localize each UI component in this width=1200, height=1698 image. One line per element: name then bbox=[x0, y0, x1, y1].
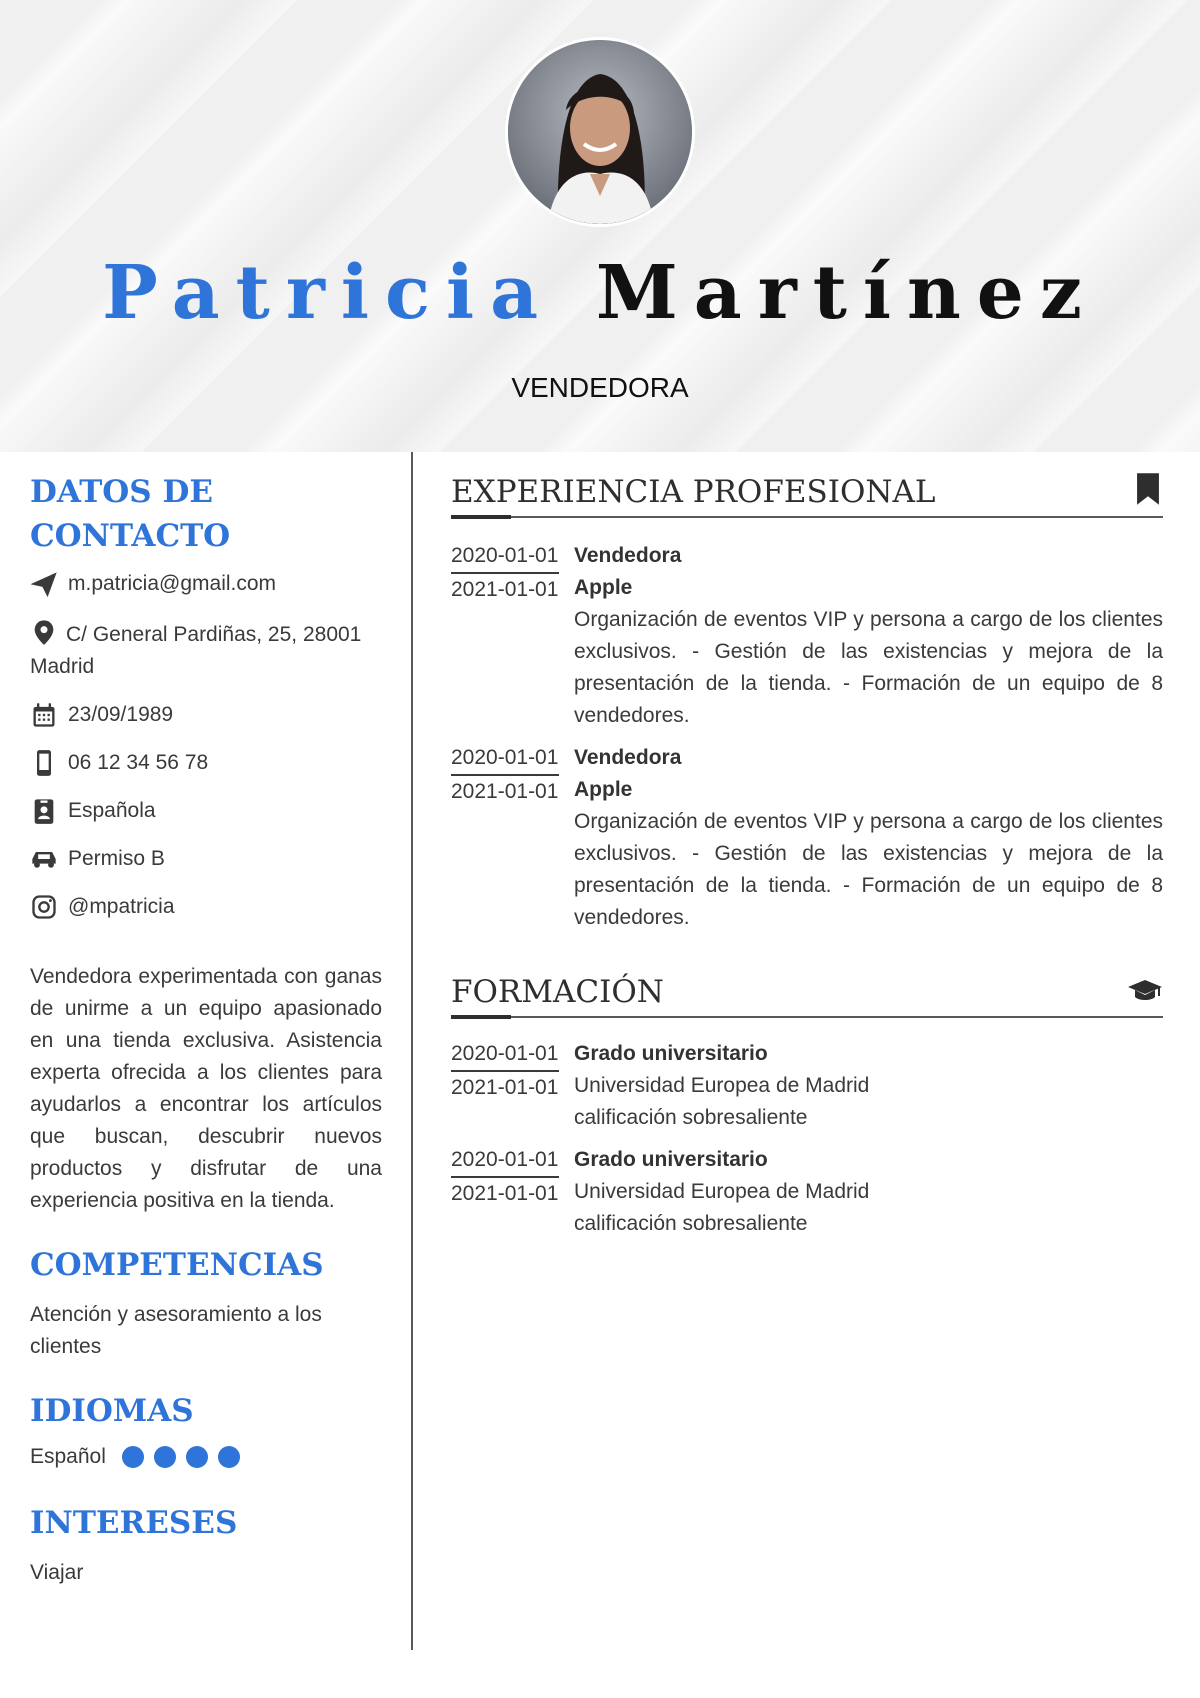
company: Apple bbox=[574, 576, 633, 599]
car-icon bbox=[30, 845, 58, 873]
contact-title: DATOS DE CONTACTO bbox=[30, 474, 231, 554]
phone-text: 06 12 34 56 78 bbox=[68, 751, 209, 774]
level-dot bbox=[122, 1446, 144, 1468]
address-text: C/ General Pardiñas, 25, 28001 Madrid bbox=[30, 616, 382, 683]
email-text: m.patricia@gmail.com bbox=[68, 572, 277, 595]
position: Vendedora bbox=[574, 746, 682, 769]
language-level bbox=[122, 1446, 240, 1468]
level-dot bbox=[218, 1446, 240, 1468]
interests-title: INTERESES bbox=[30, 1505, 238, 1541]
grade: calificación sobresaliente bbox=[574, 1212, 808, 1235]
first-name: Patricia bbox=[102, 250, 555, 336]
end-date: 2021-01-01 bbox=[451, 1182, 559, 1205]
company: Apple bbox=[574, 778, 633, 801]
full-name bbox=[0, 248, 1200, 338]
job-title: VENDEDORA bbox=[511, 372, 689, 403]
entry-body bbox=[574, 742, 1163, 934]
language-name: Español bbox=[30, 1445, 106, 1468]
contact-address bbox=[30, 616, 382, 683]
degree: Grado universitario bbox=[574, 1148, 768, 1171]
calendar-icon bbox=[30, 701, 58, 729]
start-date: 2020-01-01 bbox=[451, 1144, 559, 1178]
contact-birthdate bbox=[30, 699, 382, 731]
nationality-text: Española bbox=[68, 799, 156, 822]
education-header bbox=[451, 954, 1163, 1018]
experience-title: EXPERIENCIA PROFESIONAL bbox=[451, 474, 936, 510]
entry-body bbox=[574, 1144, 1163, 1240]
language-item bbox=[30, 1441, 382, 1473]
contact-license bbox=[30, 843, 382, 875]
education-entry bbox=[451, 1144, 1163, 1240]
end-date: 2021-01-01 bbox=[451, 780, 559, 803]
birthdate-text: 23/09/1989 bbox=[68, 703, 174, 726]
experience-entry bbox=[451, 742, 1163, 934]
skill-item: Atención y asesoramiento a los clientes bbox=[30, 1303, 322, 1358]
entry-body bbox=[574, 1038, 1163, 1134]
contact-phone[interactable] bbox=[30, 747, 382, 779]
profile-photo bbox=[508, 40, 692, 224]
description: Organización de eventos VIP y persona a cargo de los clientes exclusivos. - Gestión de las existencias y mejora de la presentación de la tienda. - Formación de un equipo de 8 vendedores. bbox=[574, 810, 1163, 929]
start-date: 2020-01-01 bbox=[451, 1038, 559, 1072]
start-date: 2020-01-01 bbox=[451, 742, 559, 776]
location-pin-icon bbox=[30, 618, 58, 646]
contact-email[interactable] bbox=[30, 568, 382, 600]
contact-instagram[interactable] bbox=[30, 891, 382, 923]
education-title: FORMACIÓN bbox=[451, 974, 664, 1010]
right-column bbox=[451, 470, 1163, 1240]
level-dot bbox=[154, 1446, 176, 1468]
skills-title: COMPETENCIAS bbox=[30, 1247, 324, 1283]
entry-dates bbox=[451, 540, 563, 732]
header-accent-bar bbox=[451, 515, 511, 519]
school: Universidad Europea de Madrid bbox=[574, 1074, 870, 1097]
education-entry bbox=[451, 1038, 1163, 1134]
last-name: Martínez bbox=[595, 250, 1098, 336]
instagram-text: @mpatricia bbox=[68, 895, 175, 918]
description: Organización de eventos VIP y persona a cargo de los clientes exclusivos. - Gestión de las existencias y mejora de la presentación de la tienda. - Formación de un equipo de 8 vendedores. bbox=[574, 608, 1163, 727]
column-divider bbox=[411, 452, 413, 1650]
start-date: 2020-01-01 bbox=[451, 540, 559, 574]
paper-plane-icon bbox=[30, 570, 58, 598]
entry-dates bbox=[451, 742, 563, 934]
end-date: 2021-01-01 bbox=[451, 1076, 559, 1099]
experience-header bbox=[451, 454, 1163, 518]
level-dot bbox=[186, 1446, 208, 1468]
degree: Grado universitario bbox=[574, 1042, 768, 1065]
grade: calificación sobresaliente bbox=[574, 1106, 808, 1129]
entry-dates bbox=[451, 1144, 563, 1240]
school: Universidad Europea de Madrid bbox=[574, 1180, 870, 1203]
phone-icon bbox=[30, 749, 58, 777]
profile-summary: Vendedora experimentada con ganas de unirme a un equipo apasionado en una tienda exclusiva. Asistencia experta ofrecida a los clientes para ayudarlos a encontrar los artículos que buscan, descubrir nuevos productos y disfrutar de una experiencia positiva en la tienda. bbox=[30, 965, 382, 1212]
instagram-icon bbox=[30, 893, 58, 921]
license-text: Permiso B bbox=[68, 847, 165, 870]
id-badge-icon bbox=[30, 797, 58, 825]
header-banner bbox=[0, 0, 1200, 452]
contact-nationality bbox=[30, 795, 382, 827]
left-column bbox=[30, 470, 382, 1589]
bookmark-icon bbox=[1133, 472, 1163, 506]
entry-body bbox=[574, 540, 1163, 732]
end-date: 2021-01-01 bbox=[451, 578, 559, 601]
interest-item: Viajar bbox=[30, 1561, 84, 1584]
position: Vendedora bbox=[574, 544, 682, 567]
entry-dates bbox=[451, 1038, 563, 1134]
graduation-cap-icon bbox=[1127, 972, 1163, 1006]
header-accent-bar bbox=[451, 1015, 511, 1019]
languages-title: IDIOMAS bbox=[30, 1393, 194, 1429]
experience-entry bbox=[451, 540, 1163, 732]
